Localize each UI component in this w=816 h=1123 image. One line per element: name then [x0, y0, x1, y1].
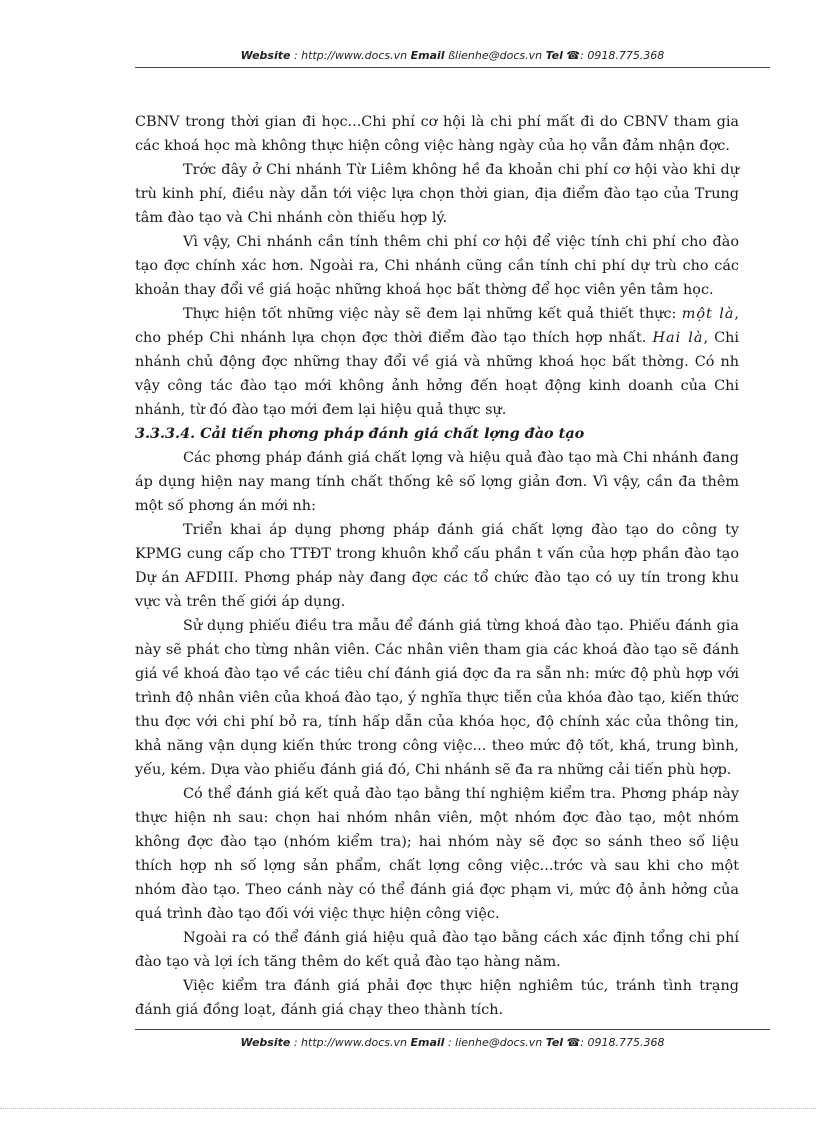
paragraph-7: Sử dụng phiếu điều tra mẫu để đánh giá từng khoá đào tạo. Phiếu đánh gia này sẽ phát cho từng nhân viên. Các nhân viên tham gia các khoá đào tạo sẽ đánh giá về khoá đào tạo về các tiêu chí đánh giá đợc đa ra sẵn nh: mức độ phù hợp với trình độ nhân viên của khoá đào tạo, ý nghĩa thực tiễn của khóa đào tạo, kiến thức thu đợc với chi phí bỏ ra, tính hấp dẫn của khóa học, độ chính xác của thông tin, khả năng vận dụng kiến thức trong công việc... theo mức độ tốt, khá, trung bình, yếu, kém. Dựa vào phiếu đánh giá đó, Chi nhánh sẽ đa ra những cải tiến phù hợp.: [135, 618, 739, 778]
phone-icon: ☎: [566, 1036, 581, 1049]
document-body: [135, 110, 739, 1022]
phone-icon: ☎: [566, 49, 581, 62]
header-website-url[interactable]: : http://www.docs.vn: [293, 49, 408, 62]
header-website-label: Website: [240, 49, 291, 62]
header-email-value[interactable]: ßlienhe@docs.vn: [448, 49, 543, 62]
header-divider: [135, 67, 770, 68]
paragraph-4-emphasis-1: một là: [681, 306, 735, 322]
paragraph-4-part-b: , cho phép Chi nhánh lựa chọn đợc thời điểm đào tạo thích hợp nhất.: [135, 306, 739, 346]
paragraph-6: Triển khai áp dụng phơng pháp đánh giá chất lợng đào tạo do công ty KPMG cung cấp cho TTĐT trong khuôn khổ cấu phần t vấn của hợp phần đào tạo Dự án AFDIII. Phơng pháp này đang đợc các tổ chức đào tạo có uy tín trong khu vực và trên thế giới áp dụng.: [135, 522, 739, 610]
paragraph-1: CBNV trong thời gian đi học...Chi phí cơ hội là chi phí mất đi do CBNV tham gia các khoá học mà không thực hiện công việc hàng ngày của họ vẫn đảm nhận đợc.: [135, 114, 739, 154]
paragraph-10: Việc kiểm tra đánh giá phải đợc thực hiện nghiêm túc, tránh tình trạng đánh giá đồng loạt, đánh giá chạy theo thành tích.: [135, 978, 739, 1018]
footer-divider: [135, 1029, 770, 1030]
page-footer: [135, 1036, 770, 1049]
paragraph-3: Vì vậy, Chi nhánh cần tính thêm chi phí cơ hội để việc tính chi phí cho đào tạo đợc chính xác hơn. Ngoài ra, Chi nhánh cũng cần tính chi phí dự trù cho các khoản thay đổi về giá hoặc những khoá học bất thờng để học viên yên tâm học.: [135, 234, 739, 298]
footer-tel-label: Tel: [545, 1036, 564, 1049]
footer-website-url[interactable]: : http://www.docs.vn: [293, 1036, 408, 1049]
paragraph-5: Các phơng pháp đánh giá chất lợng và hiệu quả đào tạo mà Chi nhánh đang áp dụng hiện nay mang tính chất thống kê số lợng giản đơn. Vì vậy, cần đa thêm một số phơng án mới nh:: [135, 450, 739, 514]
header-tel-value: : 0918.775.368: [580, 49, 665, 62]
header-email-label: Email: [410, 49, 445, 62]
page-bottom-dotted-line: [0, 1108, 816, 1109]
paragraph-4-emphasis-2: Hai là: [652, 330, 704, 346]
header-tel-label: Tel: [545, 49, 563, 62]
page-header: [135, 49, 770, 62]
paragraph-8: Có thể đánh giá kết quả đào tạo bằng thí nghiệm kiểm tra. Phơng pháp này thực hiện nh sau: chọn hai nhóm nhân viên, một nhóm đợc đào tạo, một nhóm không đợc đào tạo (nhóm kiểm tra); hai nhóm này sẽ đợc so sánh theo số liệu thích hợp nh số lợng sản phẩm, chất lợng công việc...trớc và sau khi cho một nhóm đào tạo. Theo cánh này có thể đánh giá đợc phạm vi, mức độ ảnh hởng của quá trình đào tạo đối với việc thực hiện công việc.: [135, 786, 739, 922]
paragraph-2: Trớc đây ở Chi nhánh Từ Liêm không hề đa khoản chi phí cơ hội vào khi dự trù kinh phí, điều này dẫn tới việc lựa chọn thời gian, địa điểm đào tạo của Trung tâm đào tạo và Chi nhánh còn thiếu hợp lý.: [135, 162, 739, 226]
footer-email-value[interactable]: : lienhe@docs.vn: [447, 1036, 543, 1049]
footer-website-label: Website: [240, 1036, 291, 1049]
paragraph-4: [135, 302, 739, 422]
paragraph-4-part-c: , Chi nhánh chủ động đợc những thay đổi về giá và những khoá học bất thờng. Có nh vậy công tác đào tạo mới không ảnh hởng đến hoạt động kinh doanh của Chi nhánh, từ đó đào tạo mới đem lại hiệu quả thực sự.: [135, 330, 740, 418]
footer-tel-value: : 0918.775.368: [580, 1036, 665, 1049]
section-heading: 3.3.3.4. Cải tiến phơng pháp đánh giá chất lợng đào tạo: [135, 425, 585, 442]
paragraph-9: Ngoài ra có thể đánh giá hiệu quả đào tạo bằng cách xác định tổng chi phí đào tạo và lợi ích tăng thêm do kết quả đào tạo hàng năm.: [135, 930, 739, 970]
paragraph-4-part-a: Thực hiện tốt những việc này sẽ đem lại những kết quả thiết thực:: [183, 306, 677, 322]
footer-email-label: Email: [410, 1036, 445, 1049]
